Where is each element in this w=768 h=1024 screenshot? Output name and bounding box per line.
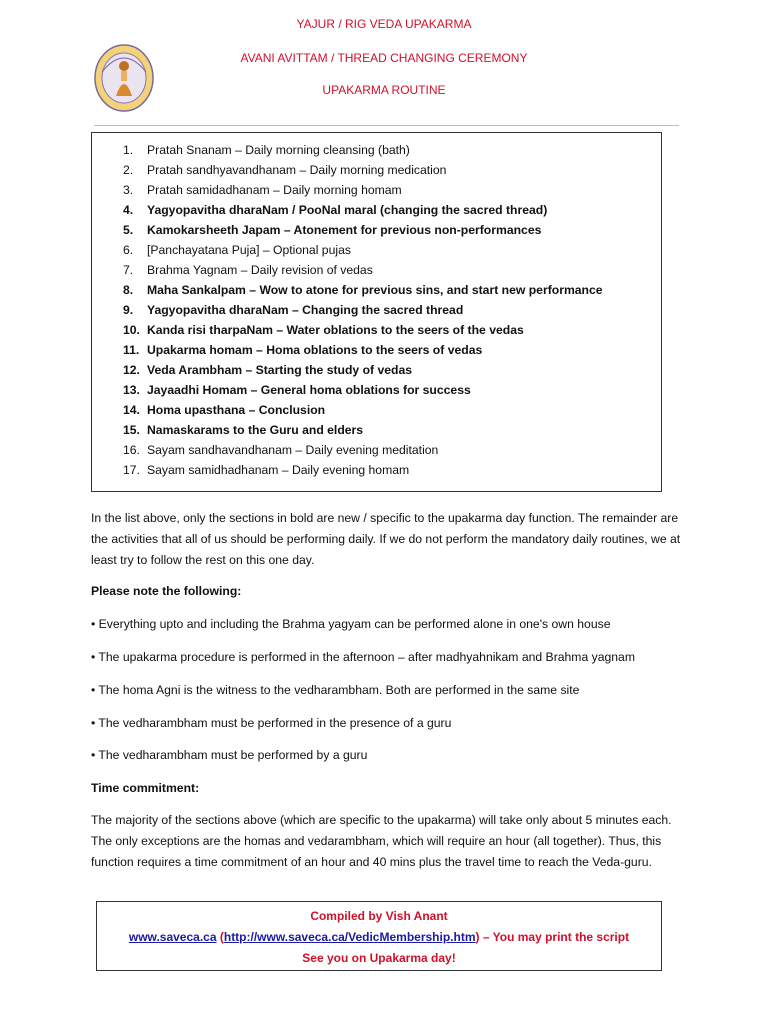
list-item: 12. Veda Arambham – Starting the study of vedas <box>123 363 413 377</box>
list-item: 17. Sayam samidhadhanam – Daily evening homam <box>123 463 410 477</box>
intro-paragraph: In the list above, only the sections in bold are new / specific to the upakarma day function. The remainder are the activities that all of us should be performing daily. If we do not perform the mandatory daily routines, we at least try to follow the rest on this one day. <box>91 511 681 567</box>
list-item: 13. Jayaadhi Homam – General homa oblations for success <box>123 383 471 397</box>
list-item: 16. Sayam sandhavandhanam – Daily evening meditation <box>123 443 439 457</box>
time-heading: Time commitment: <box>91 781 200 795</box>
list-item: 4. Yagyopavitha dharaNam / PooNal maral (changing the sacred thread) <box>123 203 548 217</box>
list-item: 8. Maha Sankalpam – Wow to atone for previous sins, and start new performance <box>123 283 603 297</box>
list-item: 9. Yagyopavitha dharaNam – Changing the sacred thread <box>123 303 464 317</box>
note-bullet: • The upakarma procedure is performed in the afternoon – after madhyahnikam and Brahma yagnam <box>91 650 635 664</box>
saveca-link[interactable]: www.saveca.ca <box>128 930 217 944</box>
print-note: ) – You may print the script <box>475 930 630 944</box>
routine-list <box>123 140 603 480</box>
list-item: 15. Namaskarams to the Guru and elders <box>123 423 364 437</box>
notes-heading: Please note the following: <box>91 584 242 598</box>
links-line <box>97 927 661 948</box>
see-you-line: See you on Upakarma day! <box>302 951 456 965</box>
open-paren: ( <box>216 930 224 944</box>
membership-link[interactable]: http://www.saveca.ca/VedicMembership.htm <box>223 930 476 944</box>
compiled-by: Compiled by Vish Anant <box>310 909 448 923</box>
time-paragraph: The majority of the sections above (which are specific to the upakarma) will take only about 5 minutes each. The only exceptions are the homas and vedarambham, which will require an hour (all together). Thus, this function requires a time commitment of an hour and 40 mins plus the travel time to reach the Veda-guru. <box>91 813 672 869</box>
routine-list-box <box>91 132 662 492</box>
note-bullet: • Everything upto and including the Brahma yagyam can be performed alone in one's own house <box>91 617 611 631</box>
note-bullet: • The homa Agni is the witness to the vedharambham. Both are performed in the same site <box>91 683 580 697</box>
list-item: 5. Kamokarsheeth Japam – Atonement for previous non-performances <box>123 223 542 237</box>
list-item: 10. Kanda risi tharpaNam – Water oblations to the seers of the vedas <box>123 323 524 337</box>
list-item: 11. Upakarma homam – Homa oblations to the seers of vedas <box>123 343 483 357</box>
list-item: 7. Brahma Yagnam – Daily revision of vedas <box>123 263 373 277</box>
saveca-seal-icon <box>94 44 154 112</box>
doc-subtitle: AVANI AVITTAM / THREAD CHANGING CEREMONY <box>240 51 528 65</box>
note-bullet: • The vedharambham must be performed in the presence of a guru <box>91 716 452 730</box>
note-bullet: • The vedharambham must be performed by a guru <box>91 748 368 762</box>
list-item: 1. Pratah Snanam – Daily morning cleansing (bath) <box>123 143 410 157</box>
list-item: 14. Homa upasthana – Conclusion <box>123 403 326 417</box>
list-item: 6. [Panchayatana Puja] – Optional pujas <box>123 243 351 257</box>
doc-title: YAJUR / RIG VEDA UPAKARMA <box>296 17 472 31</box>
doc-section-title: UPAKARMA ROUTINE <box>322 83 446 97</box>
footer-box <box>96 901 662 971</box>
header-divider <box>94 125 679 126</box>
list-item: 2. Pratah sandhyavandhanam – Daily morning medication <box>123 163 447 177</box>
list-item: 3. Pratah samidadhanam – Daily morning homam <box>123 183 402 197</box>
